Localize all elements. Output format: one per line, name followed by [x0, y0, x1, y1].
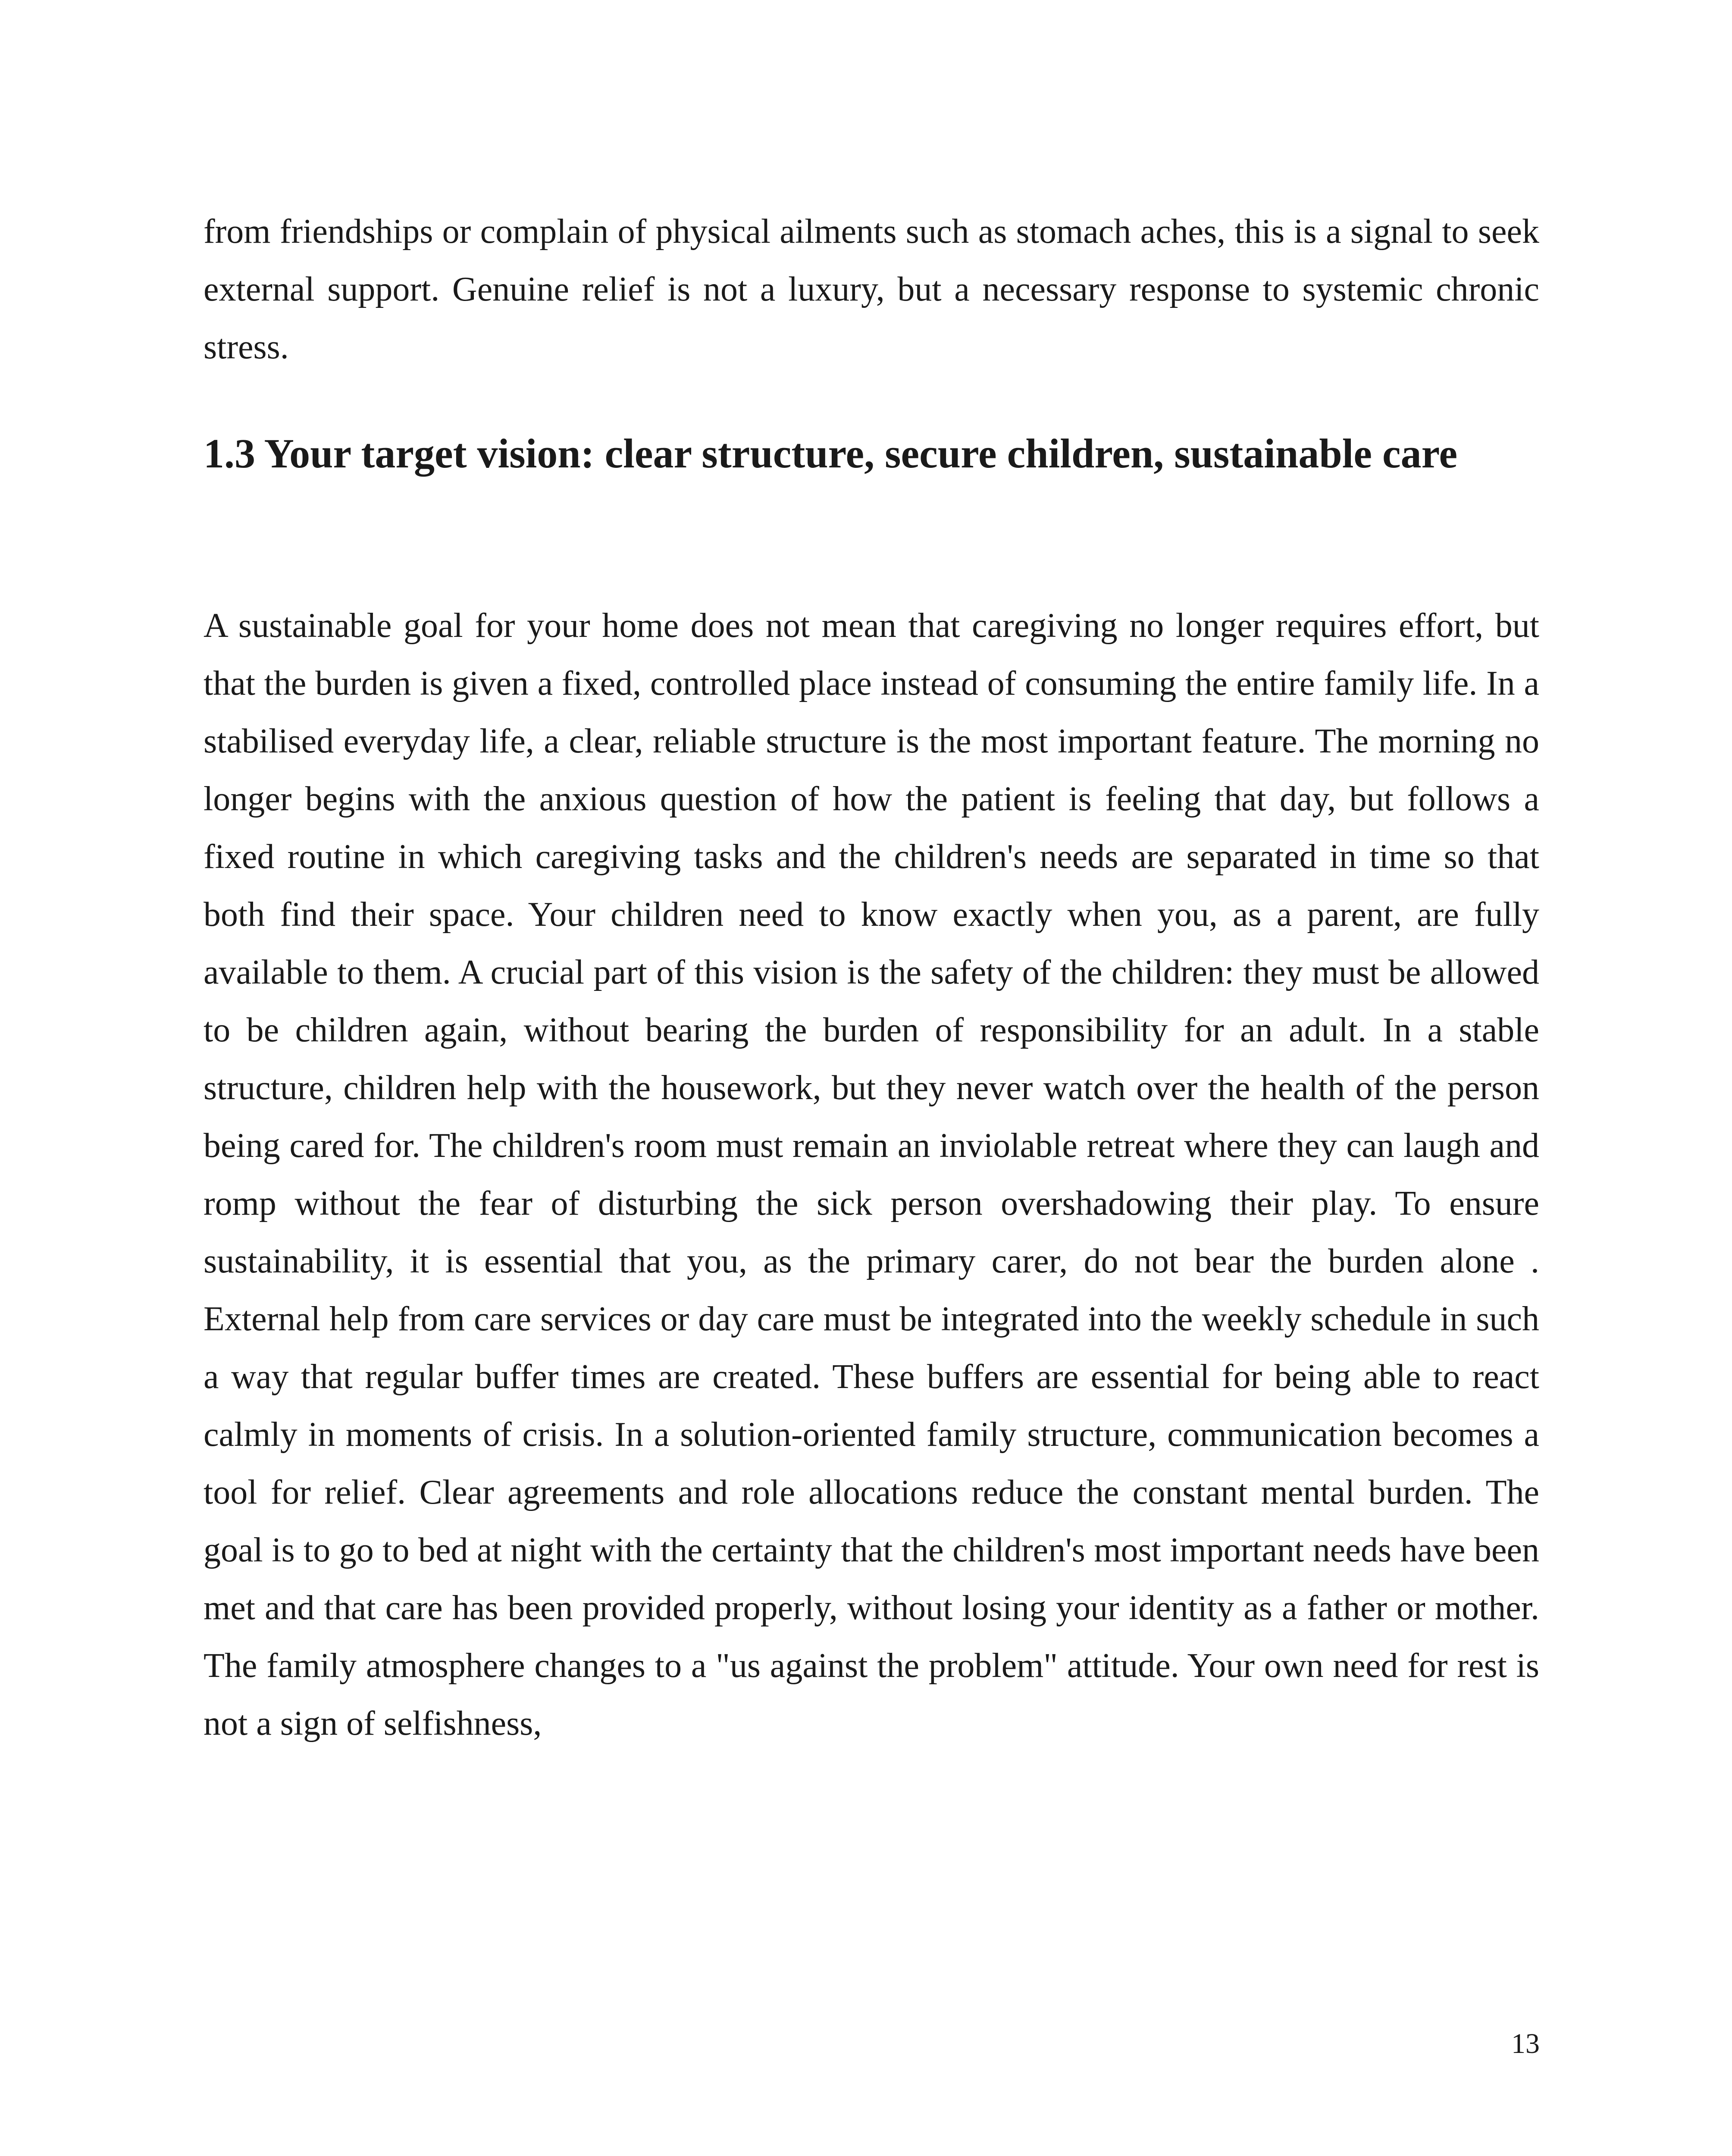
page-number: 13	[1511, 2028, 1540, 2059]
section-heading: 1.3 Your target vision: clear structure, secure children, sustainable care	[204, 430, 1458, 476]
paragraph-continued: from friendships or complain of physical ailments such as stomach aches, this is a signal to seek external support. Genuine relief is not a luxury, but a necessary response to systemic chronic stress.	[204, 213, 1539, 366]
paragraph-body: A sustainable goal for your home does not mean that caregiving no longer requires effort, but that the burden is given a fixed, controlled place instead of consuming the entire family life. In a stabilised everyday life, a clear, reliable structure is the most important feature. The morning no longer begins with the anxious question of how the patient is feeling that day, but follows a fixed routine in which caregiving tasks and the children's needs are separated in time so that both find their space. Your children need to know exactly when you, as a parent, are fully available to them. A crucial part of this vision is the safety of the children: they must be allowed to be children again, without bearing the burden of responsibility for an adult. In a stable structure, children help with the housework, but they never watch over the health of the person being cared for. The children's room must remain an inviolable retreat where they can laugh and romp without the fear of disturbing the sick person overshadowing their play. To ensure sustainability, it is essential that you, as the primary carer, do not bear the burden alone . External help from care services or day care must be integrated into the weekly schedule in such a way that regular buffer times are created. These buffers are essential for being able to react calmly in moments of crisis. In a solution-oriented family structure, communication becomes a tool for relief. Clear agreements and role allocations reduce the constant mental burden. The goal is to go to bed at night with the certainty that the children's most important needs have been met and that care has been provided properly, without losing your identity as a father or mother. The family atmosphere changes to a "us against the problem" attitude. Your own need for rest is not a sign of selfishness,	[204, 607, 1539, 1742]
